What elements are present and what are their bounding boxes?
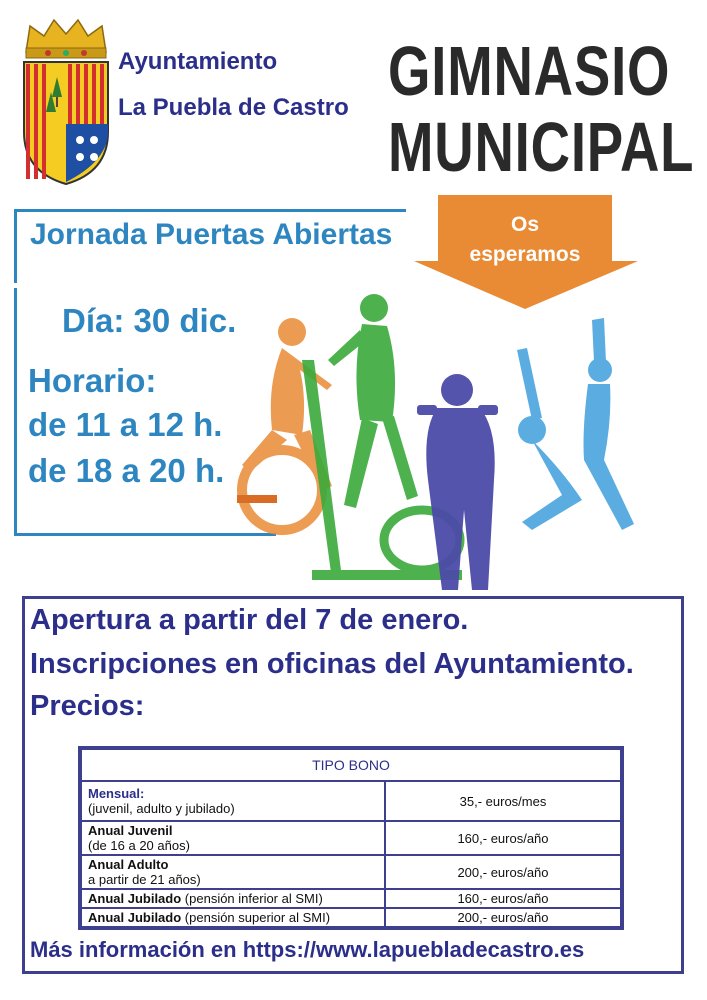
open-day-title: Jornada Puertas Abiertas: [30, 218, 393, 251]
table-row: [80, 889, 622, 908]
opening-date: Apertura a partir del 7 de enero.: [30, 604, 469, 636]
callout-text: [440, 210, 610, 270]
plan-name: Mensual:: [88, 786, 145, 801]
plan-price: 160,- euros/año: [385, 821, 622, 855]
price-table-header-row: [80, 748, 622, 781]
org-name-line2: La Puebla de Castro: [118, 94, 349, 121]
table-row: [80, 855, 622, 889]
price-table: [78, 746, 624, 930]
callout-line2: esperamos: [469, 243, 581, 266]
plan-detail: (pensión inferior al SMI): [184, 891, 323, 906]
registration-info: Inscripciones en oficinas del Ayuntamiento.: [30, 648, 634, 680]
fitness-silhouettes-illustration: [232, 290, 652, 620]
gym-title-line2: MUNICIPAL: [388, 108, 695, 186]
plan-name: Anual Juvenil: [88, 823, 173, 838]
table-row: [80, 908, 622, 928]
plan-name: Anual Jubilado: [88, 891, 182, 906]
schedule-label: Horario:: [28, 362, 157, 399]
schedule-slot-2: de 18 a 20 h.: [28, 452, 225, 489]
schedule-slot-1: de 11 a 12 h.: [28, 406, 223, 443]
plan-name: Anual Adulto: [88, 857, 169, 872]
coat-of-arms-icon: [18, 12, 114, 188]
event-day: Día: 30 dic.: [62, 302, 237, 339]
dumbbell-figure: [417, 374, 498, 590]
plan-detail: (de 16 a 20 años): [88, 838, 190, 853]
table-row: [80, 821, 622, 855]
crown: [26, 20, 106, 58]
gym-title-line1: GIMNASIO: [388, 32, 671, 110]
more-info-link[interactable]: Más información en https://www.lapuebladecastro.es: [30, 937, 585, 962]
price-table-header: TIPO BONO: [80, 748, 622, 781]
plan-name: Anual Jubilado: [88, 910, 182, 925]
plan-detail: (pensión superior al SMI): [184, 910, 331, 925]
callout-line1: Os: [510, 213, 539, 236]
plan-price: 200,- euros/año: [385, 908, 622, 928]
prices-heading: Precios:: [30, 690, 145, 722]
org-name-line1: Ayuntamiento: [118, 48, 278, 75]
plan-detail: (juvenil, adulto y jubilado): [88, 801, 235, 816]
plan-price: 200,- euros/año: [385, 855, 622, 889]
plan-price: 35,- euros/mes: [385, 781, 622, 821]
yoga-figures: [517, 318, 634, 530]
table-row: [80, 781, 622, 821]
plan-detail: a partir de 21 años): [88, 872, 201, 887]
plan-price: 160,- euros/año: [385, 889, 622, 908]
